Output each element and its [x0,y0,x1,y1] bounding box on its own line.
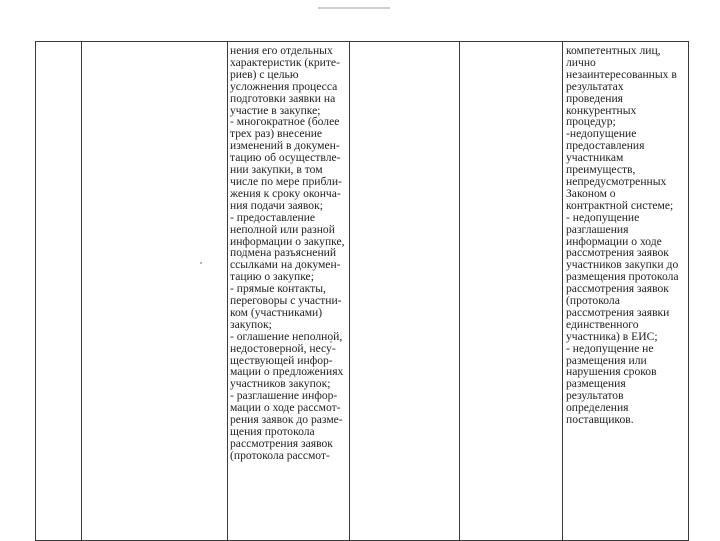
text-line: участников закупки до [566,258,679,272]
text-line: мации о ходе рассмот- [230,401,341,415]
table-cell-empty-4 [350,42,460,541]
text-line: числе по мере прибли- [230,174,342,188]
text-line: закупок; [230,317,272,331]
text-line: информации о закупке, [230,234,345,248]
document-table [35,41,689,541]
text-line: процедур; [566,115,616,129]
text-line: размещения протокола [566,270,679,284]
text-line: поставщиков. [566,413,634,427]
text-line: незаинтересованных в [566,67,677,81]
text-line: размещения [566,377,626,391]
text-line: определения [566,401,629,415]
text-line: конкурентных [566,103,637,117]
text-line: трех раз) внесение [230,127,323,141]
text-line: участника) в ЕИС; [566,329,658,343]
text-line: разглашения [566,222,629,236]
text-line: характеристик (крите- [230,55,340,69]
text-line: неполной или разной [230,222,335,236]
text-line: риев) с целью [230,67,299,81]
text-line: Законом о [566,186,616,200]
text-line: непредусмотренных [566,174,667,188]
text-line: контрактной системе; [566,198,674,212]
text-line: тацию о закупке; [230,270,314,284]
text-line: подготовки заявки на [230,91,336,105]
text-line: преимуществ, [566,163,636,177]
text-line: рения заявок до разме- [230,413,343,427]
text-line: ком (участниками) [230,305,323,319]
text-line: результатов [566,389,624,403]
text-line: тацию об осуществле- [230,151,341,165]
text-line: изменений в докумен- [230,139,340,153]
text-line: мации о предложениях [230,365,344,379]
text-line: рассмотрения заявок [566,246,669,260]
text-line: щения протокола [230,425,315,438]
risk-description-text [228,42,349,462]
text-line: - недопущение не [566,341,654,355]
preventive-measures-text [563,42,688,426]
text-line: проведения [566,91,623,105]
text-line: участие в закупке; [230,103,321,117]
text-line: размещения или [566,353,647,367]
text-line: усложнения процесса [230,79,338,93]
text-line: рассмотрения заявок [230,436,333,450]
text-line: - разглашение инфор- [230,389,338,403]
table-cell-empty-5 [460,42,563,541]
text-line: участников закупок; [230,377,331,391]
text-line: переговоры с участни- [230,294,342,308]
text-line: рассмотрения заявки [566,305,670,319]
text-line: (протокола рассмот- [230,448,330,462]
text-line: нения его отдельных [230,44,333,57]
risk-description-cell [228,42,350,541]
text-line: рассмотрения заявок [566,282,669,296]
preventive-measures-cell [563,42,689,541]
text-line: -недопущение [566,127,637,141]
text-line: результатах [566,79,624,93]
text-line: - многократное (более [230,115,340,129]
text-line: (протокола [566,294,620,308]
text-line: недостоверной, несу- [230,341,336,355]
text-line: - предоставление [230,210,316,224]
table-cell-empty-2 [82,42,228,541]
table-cell-empty-1 [36,42,82,541]
text-line: ссылками на докумен- [230,258,341,272]
text-line: - прямые контакты, [230,282,326,296]
text-line: нарушения сроков [566,365,657,379]
text-line: информации о ходе [566,234,662,248]
text-line: ния подачи заявок; [230,198,323,212]
text-line: подмена разъяснений [230,246,337,260]
table-row [36,42,689,541]
text-line: - недопущение [566,210,640,224]
text-line: предоставления [566,139,645,153]
text-line: участникам [566,151,624,165]
text-line: единственного [566,317,639,331]
text-line: компетентных лиц, [566,44,661,57]
text-line: - оглашение неполной, [230,329,343,343]
text-line: жения к сроку оконча- [230,186,341,200]
scan-edge-mark [318,7,390,9]
text-line: лично [566,55,596,69]
text-line: ществующей инфор- [230,353,333,367]
text-line: нии закупки, в том [230,163,323,177]
